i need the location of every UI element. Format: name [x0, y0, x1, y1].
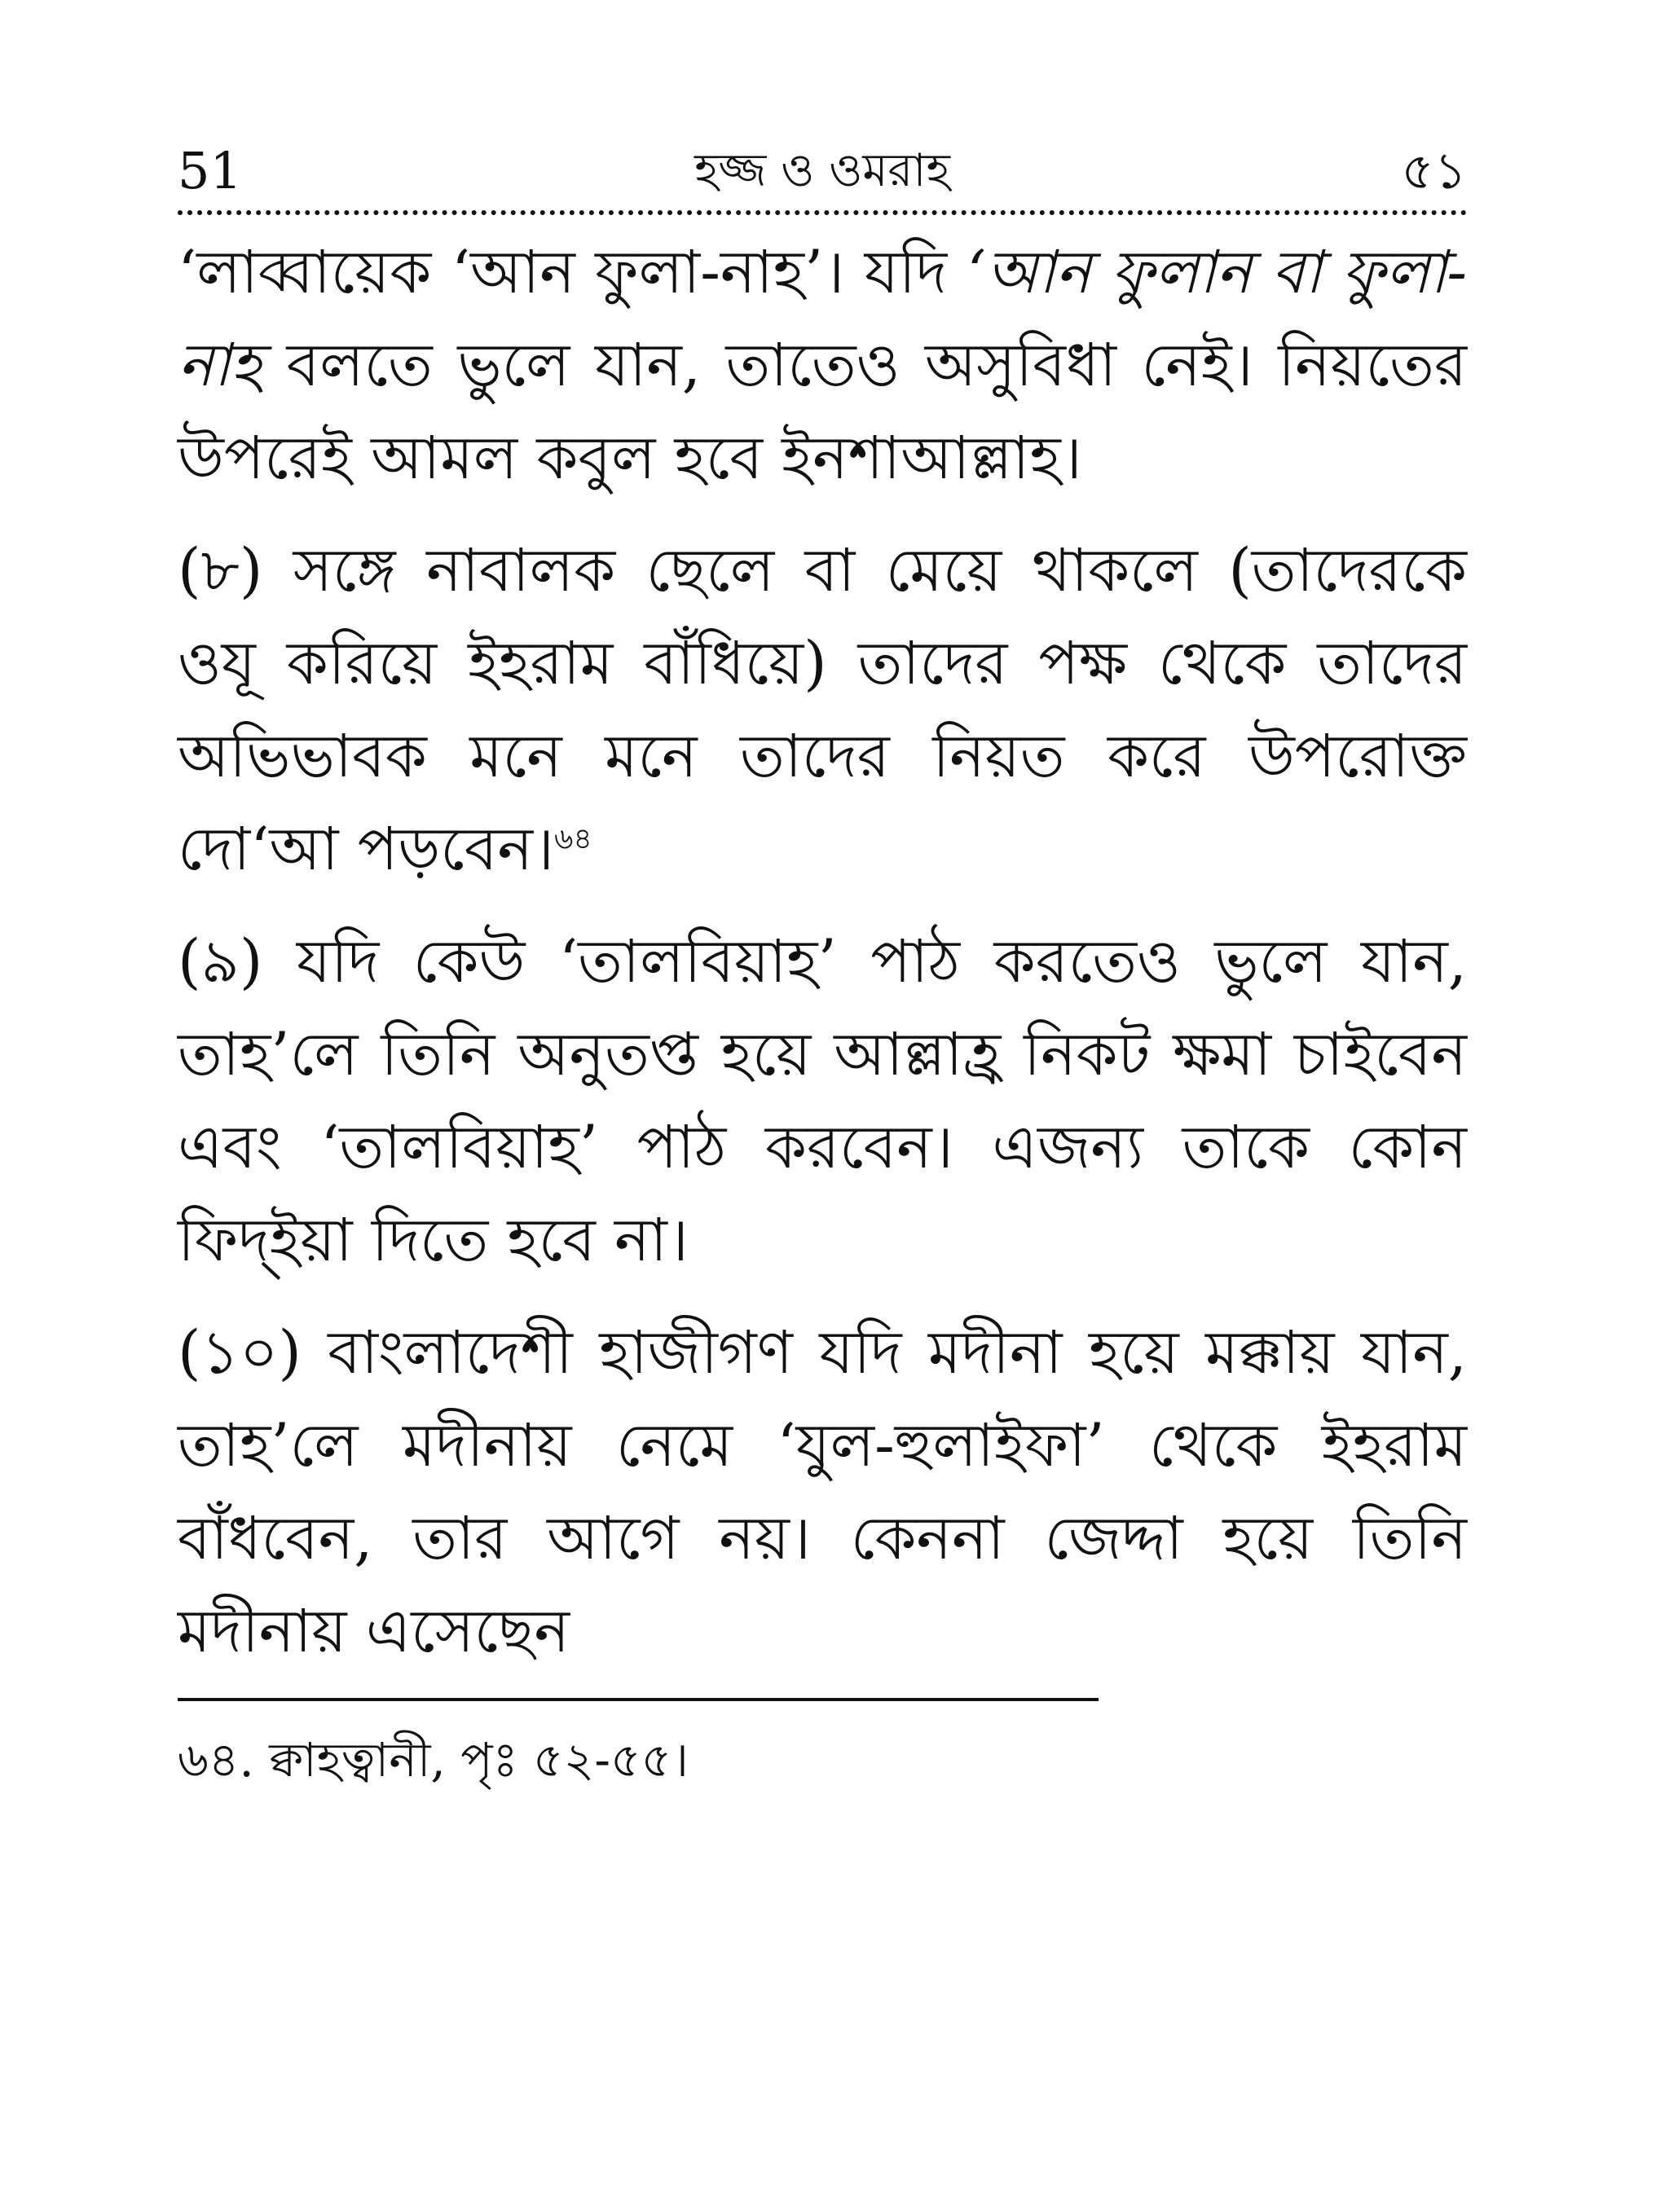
paragraph-9-text: (৯) যদি কেউ ‘তালবিয়াহ’ পাঠ করতেও ভুলে যান, তাহ’লে তিনি অনুতপ্ত হয়ে আল্লাহ্র নিকট ক্ষমা চাইবেন এবং ‘তালবিয়াহ’ পাঠ করবেন। এজন্য তাকে কোন ফিদ্ইয়া দিতে হবে না।	[178, 927, 1467, 1275]
paragraph-9	[178, 916, 1467, 1287]
footnote: ৬৪. ক্বাহত্বানী, পৃঃ ৫২-৫৫।	[178, 1732, 689, 1788]
paragraph-1-italic-phrase: ‘আন ফুলান বা ফুলা-নাহ	[178, 238, 1467, 400]
running-title: হজ্জ ও ওমরাহ	[694, 144, 950, 197]
page-header	[178, 139, 1467, 204]
paragraph-8-text: (৮) সঙ্গে নাবালক ছেলে বা মেয়ে থাকলে (তাদেরকে ওযূ করিয়ে ইহরাম বাঁধিয়ে) তাদের পক্ষ থেকে তাদের অভিভাবক মনে মনে তাদের নিয়ত করে উপরোক্ত দো‘আ পড়বেন।	[178, 536, 1467, 884]
header-dotted-divider	[178, 210, 1467, 215]
footnote-rule	[178, 1698, 1099, 1701]
book-page	[178, 139, 1467, 2135]
page-number-latin: 51	[178, 141, 242, 200]
body-text	[178, 226, 1467, 1678]
paragraph-1-segment-1: ‘লাব্বায়েক ‘আন ফুলা-নাহ’। যদি	[178, 238, 967, 307]
paragraph-1-segment-3: বলতে ভুলে যান, তাতেও অসুবিধা নেই। নিয়তের উপরেই আমল কবুল হবে ইনশাআল্লাহ।	[178, 331, 1467, 493]
paragraph-10-text: (১০) বাংলাদেশী হাজীগণ যদি মদীনা হয়ে মক্কায় যান, তাহ’লে মদীনায় নেমে ‘যুল-হুলাইফা’ থেকে ইহরাম বাঁধবেন, তার আগে নয়। কেননা জেদ্দা হয়ে তিনি মদীনায় এসেছেন	[178, 1318, 1467, 1666]
footnote-reference[interactable]: ৬৪	[554, 822, 592, 856]
page-number-bengali: ৫১	[1401, 141, 1467, 200]
paragraph-10	[178, 1307, 1467, 1678]
paragraph-8	[178, 525, 1467, 896]
paragraph-continuation	[178, 226, 1467, 505]
